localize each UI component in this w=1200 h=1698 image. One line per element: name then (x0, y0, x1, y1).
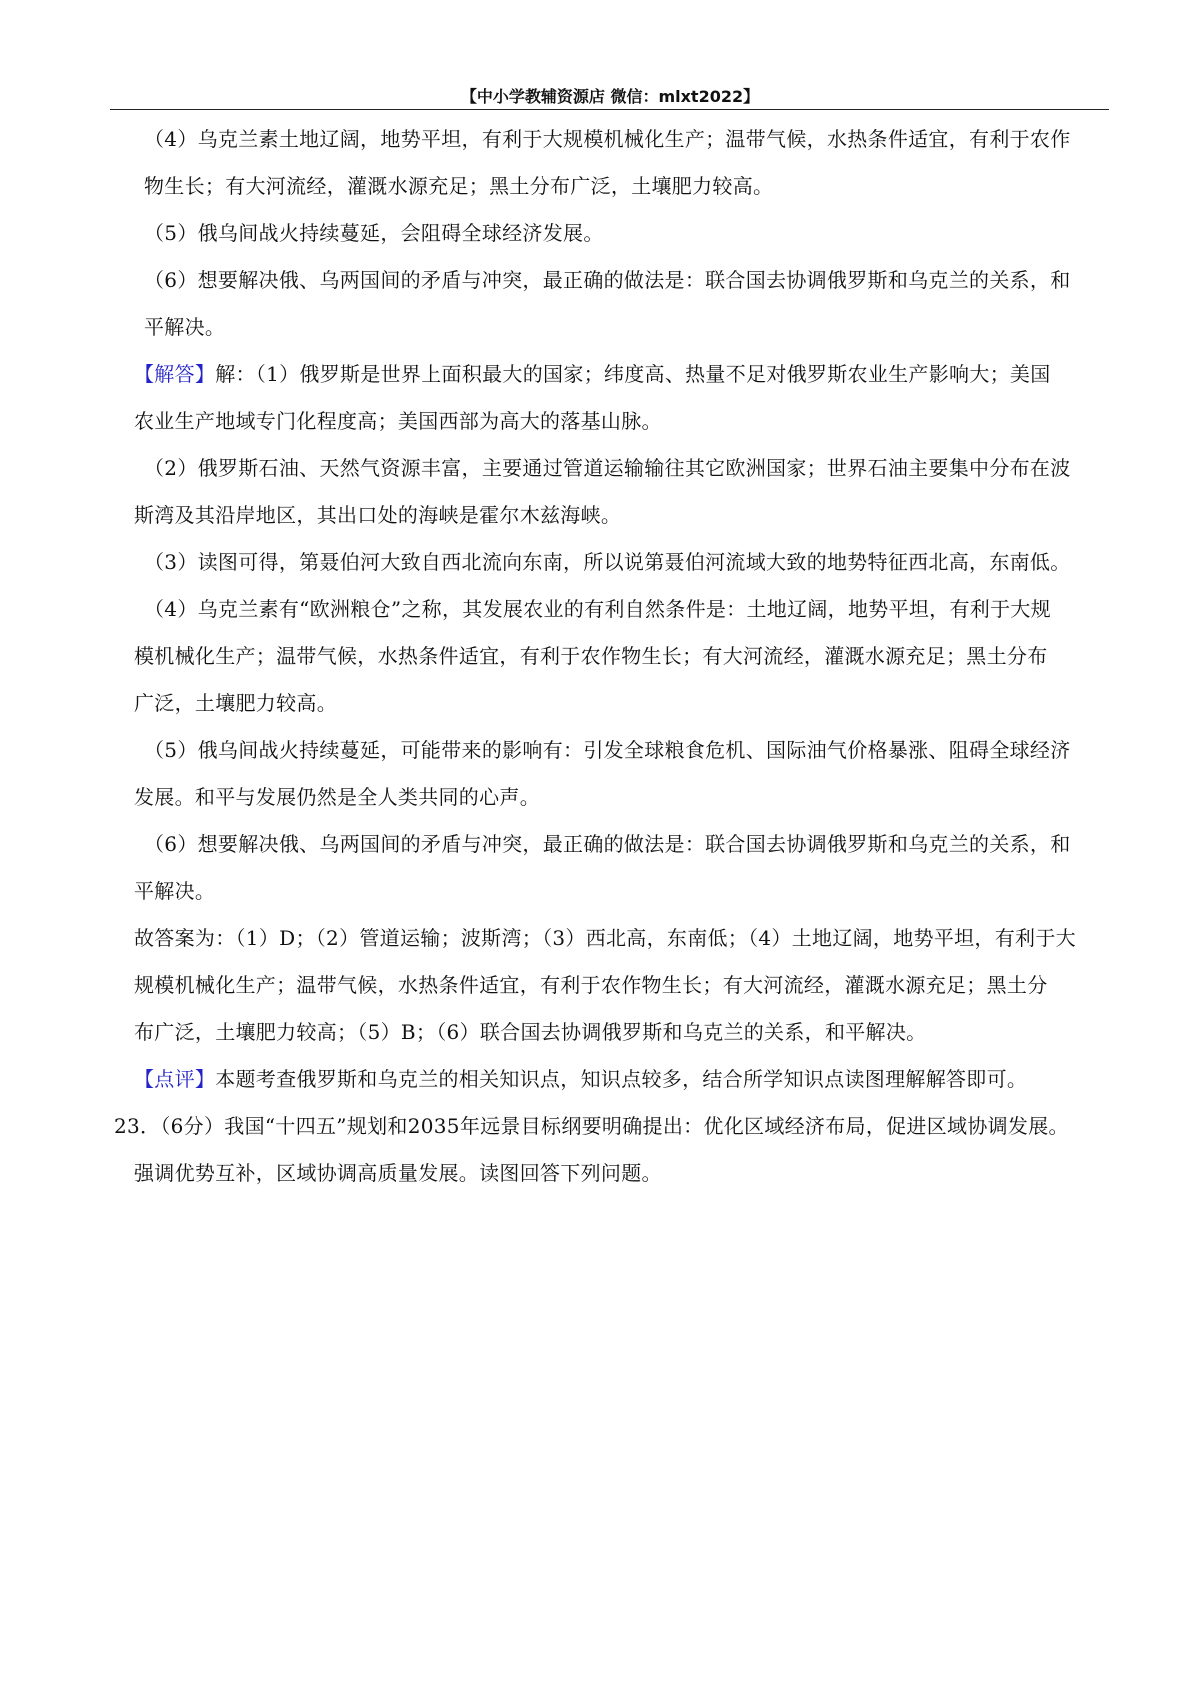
header-divider (110, 109, 1109, 110)
answer-point-1-line-2: 农业生产地域专门化程度高；美国西部为高大的落基山脉。 (134, 409, 662, 433)
answer-point-5-line-2: 发展。和平与发展仍然是全人类共同的心声。 (134, 785, 540, 809)
answer-point-4-line-1: （4）乌克兰素有“欧洲粮仓”之称，其发展农业的有利自然条件是：土地辽阔，地势平坦，有利于大规 (144, 597, 1051, 621)
question-number: 23． (114, 1114, 161, 1138)
answer-point-6-line-2: 平解决。 (134, 879, 216, 903)
answer-point-3: （3）读图可得，第聂伯河大致自西北流向东南，所以说第聂伯河流域大致的地势特征西北高，东南低。 (144, 550, 1071, 574)
answer-intro (134, 351, 1100, 398)
page-header: 【中小学教辅资源店 微信：mlxt2022】 (460, 87, 760, 106)
comment-tag: 【点评】 (134, 1067, 216, 1091)
comment (134, 1056, 1100, 1103)
final-answer-line-2: 规模机械化生产；温带气候，水热条件适宜，有利于农作物生长；有大河流经，灌溉水源充足；黑土分 (134, 973, 1048, 997)
final-answer-line-1: 故答案为：（1）D；（2）管道运输；波斯湾；（3）西北高，东南低；（4）土地辽阔，地势平坦，有利于大 (134, 926, 1076, 950)
analysis-point-4-line-1: （4）乌克兰素土地辽阔，地势平坦，有利于大规模机械化生产；温带气候，水热条件适宜，有利于农作 (144, 127, 1071, 151)
answer-point-6-line-1: （6）想要解决俄、乌两国间的矛盾与冲突，最正确的做法是：联合国去协调俄罗斯和乌克兰的关系，和 (144, 832, 1071, 856)
question-23-line-1 (114, 1103, 1100, 1150)
answer-point-2-line-2: 斯湾及其沿岸地区，其出口处的海峡是霍尔木兹海峡。 (134, 503, 622, 527)
analysis-point-5: （5）俄乌间战火持续蔓延，会阻碍全球经济发展。 (144, 221, 604, 245)
analysis-point-4-line-2: 物生长；有大河流经，灌溉水源充足；黑土分布广泛，土壤肥力较高。 (144, 174, 774, 198)
answer-tag: 【解答】 (134, 362, 216, 386)
final-answer-line-3: 布广泛，土壤肥力较高；（5）B；（6）联合国去协调俄罗斯和乌克兰的关系，和平解决。 (134, 1020, 927, 1044)
question-23-line-2: 强调优势互补，区域协调高质量发展。读图回答下列问题。 (134, 1161, 662, 1185)
answer-point-4-line-2: 模机械化生产；温带气候，水热条件适宜，有利于农作物生长；有大河流经，灌溉水源充足；黑土分布 (134, 644, 1048, 668)
analysis-point-6-line-1: （6）想要解决俄、乌两国间的矛盾与冲突，最正确的做法是：联合国去协调俄罗斯和乌克兰的关系，和 (144, 268, 1071, 292)
question-23-text: （6分）我国“十四五”规划和2035年远景目标纲要明确提出：优化区域经济布局，促进区域协调发展。 (160, 1114, 1069, 1138)
answer-point-1-line-1: 解：（1）俄罗斯是世界上面积最大的国家；纬度高、热量不足对俄罗斯农业生产影响大；美国 (215, 362, 1051, 386)
analysis-point-6-line-2: 平解决。 (144, 315, 226, 339)
answer-point-5-line-1: （5）俄乌间战火持续蔓延，可能带来的影响有：引发全球粮食危机、国际油气价格暴涨、阻碍全球经济 (144, 738, 1071, 762)
document-body (114, 116, 1100, 1197)
answer-point-2-line-1: （2）俄罗斯石油、天然气资源丰富，主要通过管道运输输往其它欧洲国家；世界石油主要集中分布在波 (144, 456, 1071, 480)
comment-text: 本题考查俄罗斯和乌克兰的相关知识点，知识点较多，结合所学知识点读图理解解答即可。 (215, 1067, 1028, 1091)
answer-point-4-line-3: 广泛，土壤肥力较高。 (134, 691, 337, 715)
